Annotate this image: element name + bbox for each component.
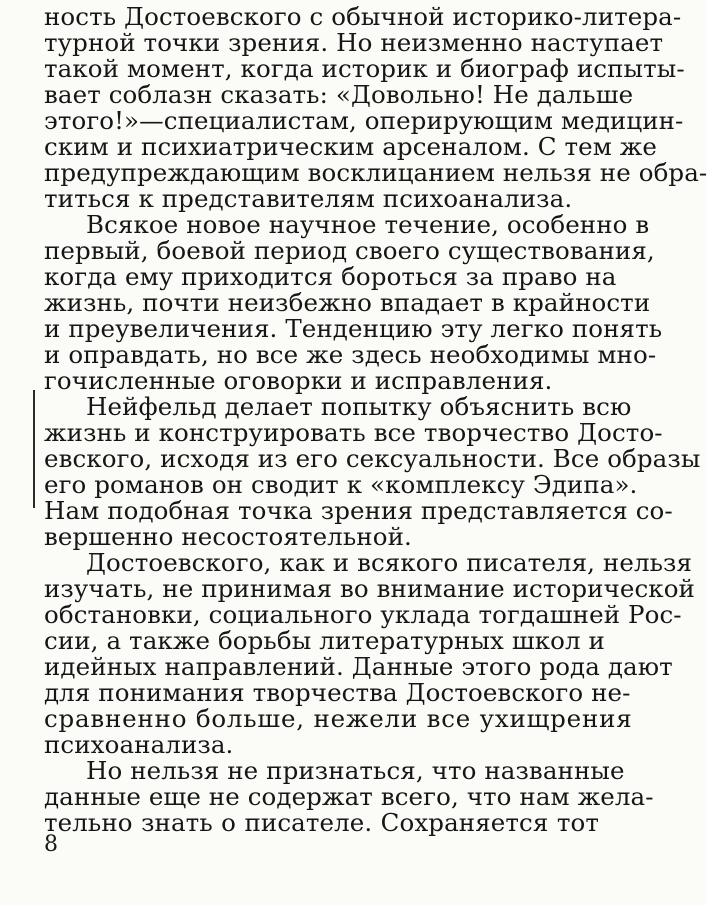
text-line: вает соблазн сказать: «Довольно! Не дальше xyxy=(44,80,634,109)
text-line: титься к представителям психоанализа. xyxy=(44,184,573,213)
text-line: и оправдать, но все же здесь необходимы мно- xyxy=(44,340,657,369)
text-line: и преувеличения. Тенденцию эту легко понять xyxy=(44,314,663,343)
text-line: гочисленные оговорки и исправления. xyxy=(44,366,553,395)
text-line: этого!»—специалистам, оперирующим медицин- xyxy=(44,106,684,135)
text-line: когда ему приходится бороться за право на xyxy=(44,262,617,291)
text-line: сравненно больше, нежели все ухищрения xyxy=(44,704,633,733)
text-line: такой момент, когда историк и биограф испыты- xyxy=(44,54,685,83)
text-line: вершенно несостоятельной. xyxy=(44,522,412,551)
text-line: жизнь, почти неизбежно впадает в крайности xyxy=(44,288,651,317)
text-line: евского, исходя из его сексуальности. Все образы xyxy=(44,444,701,473)
paragraph-first-line: Нейфельд делает попытку объяснить всю xyxy=(86,392,632,421)
text-line: сии, а также борьбы литературных школ и xyxy=(44,626,605,655)
text-line: ность Достоевского с обычной историко-литера- xyxy=(44,2,682,31)
text-line: ским и психиатрическим арсеналом. С тем же xyxy=(44,132,657,161)
page-number: 8 xyxy=(44,832,58,857)
text-line: тельно знать о писателе. Сохраняется тот xyxy=(44,808,599,837)
text-line: данные еще не содержат всего, что нам жела- xyxy=(44,782,654,811)
text-line: его романов он сводит к «комплексу Эдипа». xyxy=(44,470,638,499)
text-line: предупреждающим восклицанием нельзя не обра- xyxy=(44,158,707,187)
text-line: идейных направлений. Данные этого рода дают xyxy=(44,652,673,681)
text-line: первый, боевой период своего существования, xyxy=(44,236,655,265)
text-line: для понимания творчества Достоевского не- xyxy=(44,678,631,707)
text-line: турной точки зрения. Но неизменно наступает xyxy=(44,28,664,57)
paragraph-first-line: Но нельзя не признаться, что названные xyxy=(86,756,625,785)
text-line: жизнь и конструировать все творчество Досто- xyxy=(44,418,663,447)
text-line: изучать, не принимая во внимание исторической xyxy=(44,574,695,603)
paragraph-first-line: Достоевского, как и всякого писателя, нельзя xyxy=(86,548,693,577)
text-line: обстановки, социального уклада тогдашней Рос- xyxy=(44,600,682,629)
paragraph-first-line: Всякое новое научное течение, особенно в xyxy=(86,210,650,239)
text-line: Нам подобная точка зрения представляется со- xyxy=(44,496,673,525)
text-line: психоанализа. xyxy=(44,730,234,759)
margin-mark xyxy=(33,390,35,508)
